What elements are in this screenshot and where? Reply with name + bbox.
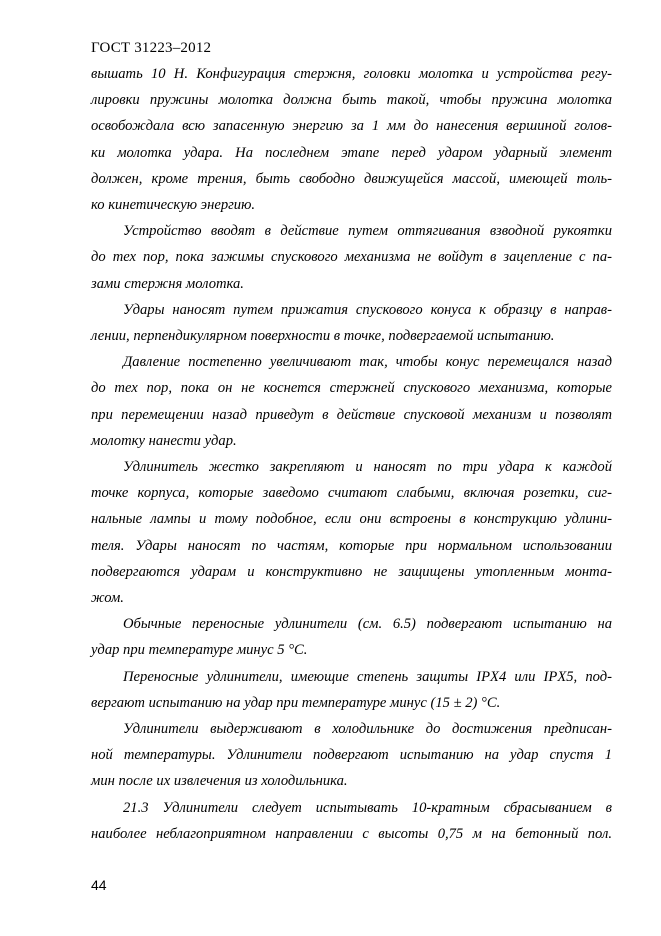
text-line: должен, кроме трения, быть свободно движущейся массой, имеющей толь-: [91, 170, 612, 187]
text-line: лировки пружины молотка должна быть такой, чтобы пружина молотка: [91, 92, 612, 109]
text-line: молотку нанести удар.: [91, 432, 237, 449]
paragraph: [91, 297, 612, 349]
text-line: удар при температуре минус 5 °С.: [91, 642, 308, 659]
text-line: мин после их извлечения из холодильника.: [91, 773, 348, 790]
text-line: подвергаются ударам и конструктивно не защищены утопленным монта-: [91, 563, 612, 580]
text-line: ной температуры. Удлинители подвергают испытанию на удар спустя 1: [91, 747, 612, 764]
standard-header: ГОСТ 31223–2012: [91, 40, 212, 56]
paragraph: [91, 716, 612, 795]
text-line: освобождала всю запасенную энергию за 1 мм до нанесения вершиной голов-: [91, 118, 612, 135]
text-line: жом.: [91, 590, 124, 607]
text-line: лении, перпендикулярном поверхности в точке, подвергаемой испытанию.: [91, 328, 555, 345]
document-body: [91, 61, 612, 847]
text-line: 21.3 Удлинители следует испытывать 10-кратным сбрасыванием в: [123, 799, 612, 816]
paragraph: [91, 454, 612, 611]
text-line: Обычные переносные удлинители (см. 6.5) подвергают испытанию на: [123, 616, 612, 633]
text-line: при перемещении назад приведут в действие спусковой механизм и позволят: [91, 406, 612, 423]
paragraph: [91, 795, 612, 847]
text-line: нальные лампы и тому подобное, если они встроены в конструкцию удлини-: [91, 511, 612, 528]
text-line: вышать 10 Н. Конфигурация стержня, головки молотка и устройства регу-: [91, 66, 612, 82]
paragraph: [91, 61, 612, 218]
paragraph: [91, 349, 612, 454]
text-line: Удлинитель жестко закрепляют и наносят по три удара к каждой: [123, 459, 612, 476]
text-line: ко кинетическую энергию.: [91, 197, 256, 214]
text-line: Удары наносят путем прижатия спускового конуса к образцу в направ-: [123, 301, 612, 318]
text-line: Устройство вводят в действие путем оттягивания взводной рукоятки: [123, 223, 612, 240]
text-line: точке корпуса, которые заведомо считают слабыми, включая розетки, сиг-: [91, 485, 612, 502]
paragraph: [91, 218, 612, 297]
text-line: зами стержня молотка.: [91, 275, 244, 292]
text-line: теля. Удары наносят по частям, которые при нормальном использовании: [91, 537, 612, 554]
text-line: Давление постепенно увеличивают так, чтобы конус перемещался назад: [123, 354, 612, 371]
text-line: Переносные удлинители, имеющие степень защиты IPX4 или IPX5, под-: [123, 668, 612, 685]
page-number: 44: [91, 877, 107, 893]
text-line: до тех пор, пока он не коснется стержней спускового механизма, которые: [91, 380, 612, 397]
text-line: вергают испытанию на удар при температуре минус (15 ± 2) °С.: [91, 694, 501, 711]
paragraph: [91, 664, 612, 716]
text-line: Удлинители выдерживают в холодильнике до достижения предписан-: [123, 721, 612, 738]
paragraph: [91, 611, 612, 663]
text-line: наиболее неблагоприятном направлении с высоты 0,75 м на бетонный пол.: [91, 825, 612, 842]
text-line: до тех пор, пока зажимы спускового механизма не войдут в зацепление с па-: [91, 249, 612, 266]
text-line: ки молотка удара. На последнем этапе перед ударом ударный элемент: [91, 144, 612, 161]
